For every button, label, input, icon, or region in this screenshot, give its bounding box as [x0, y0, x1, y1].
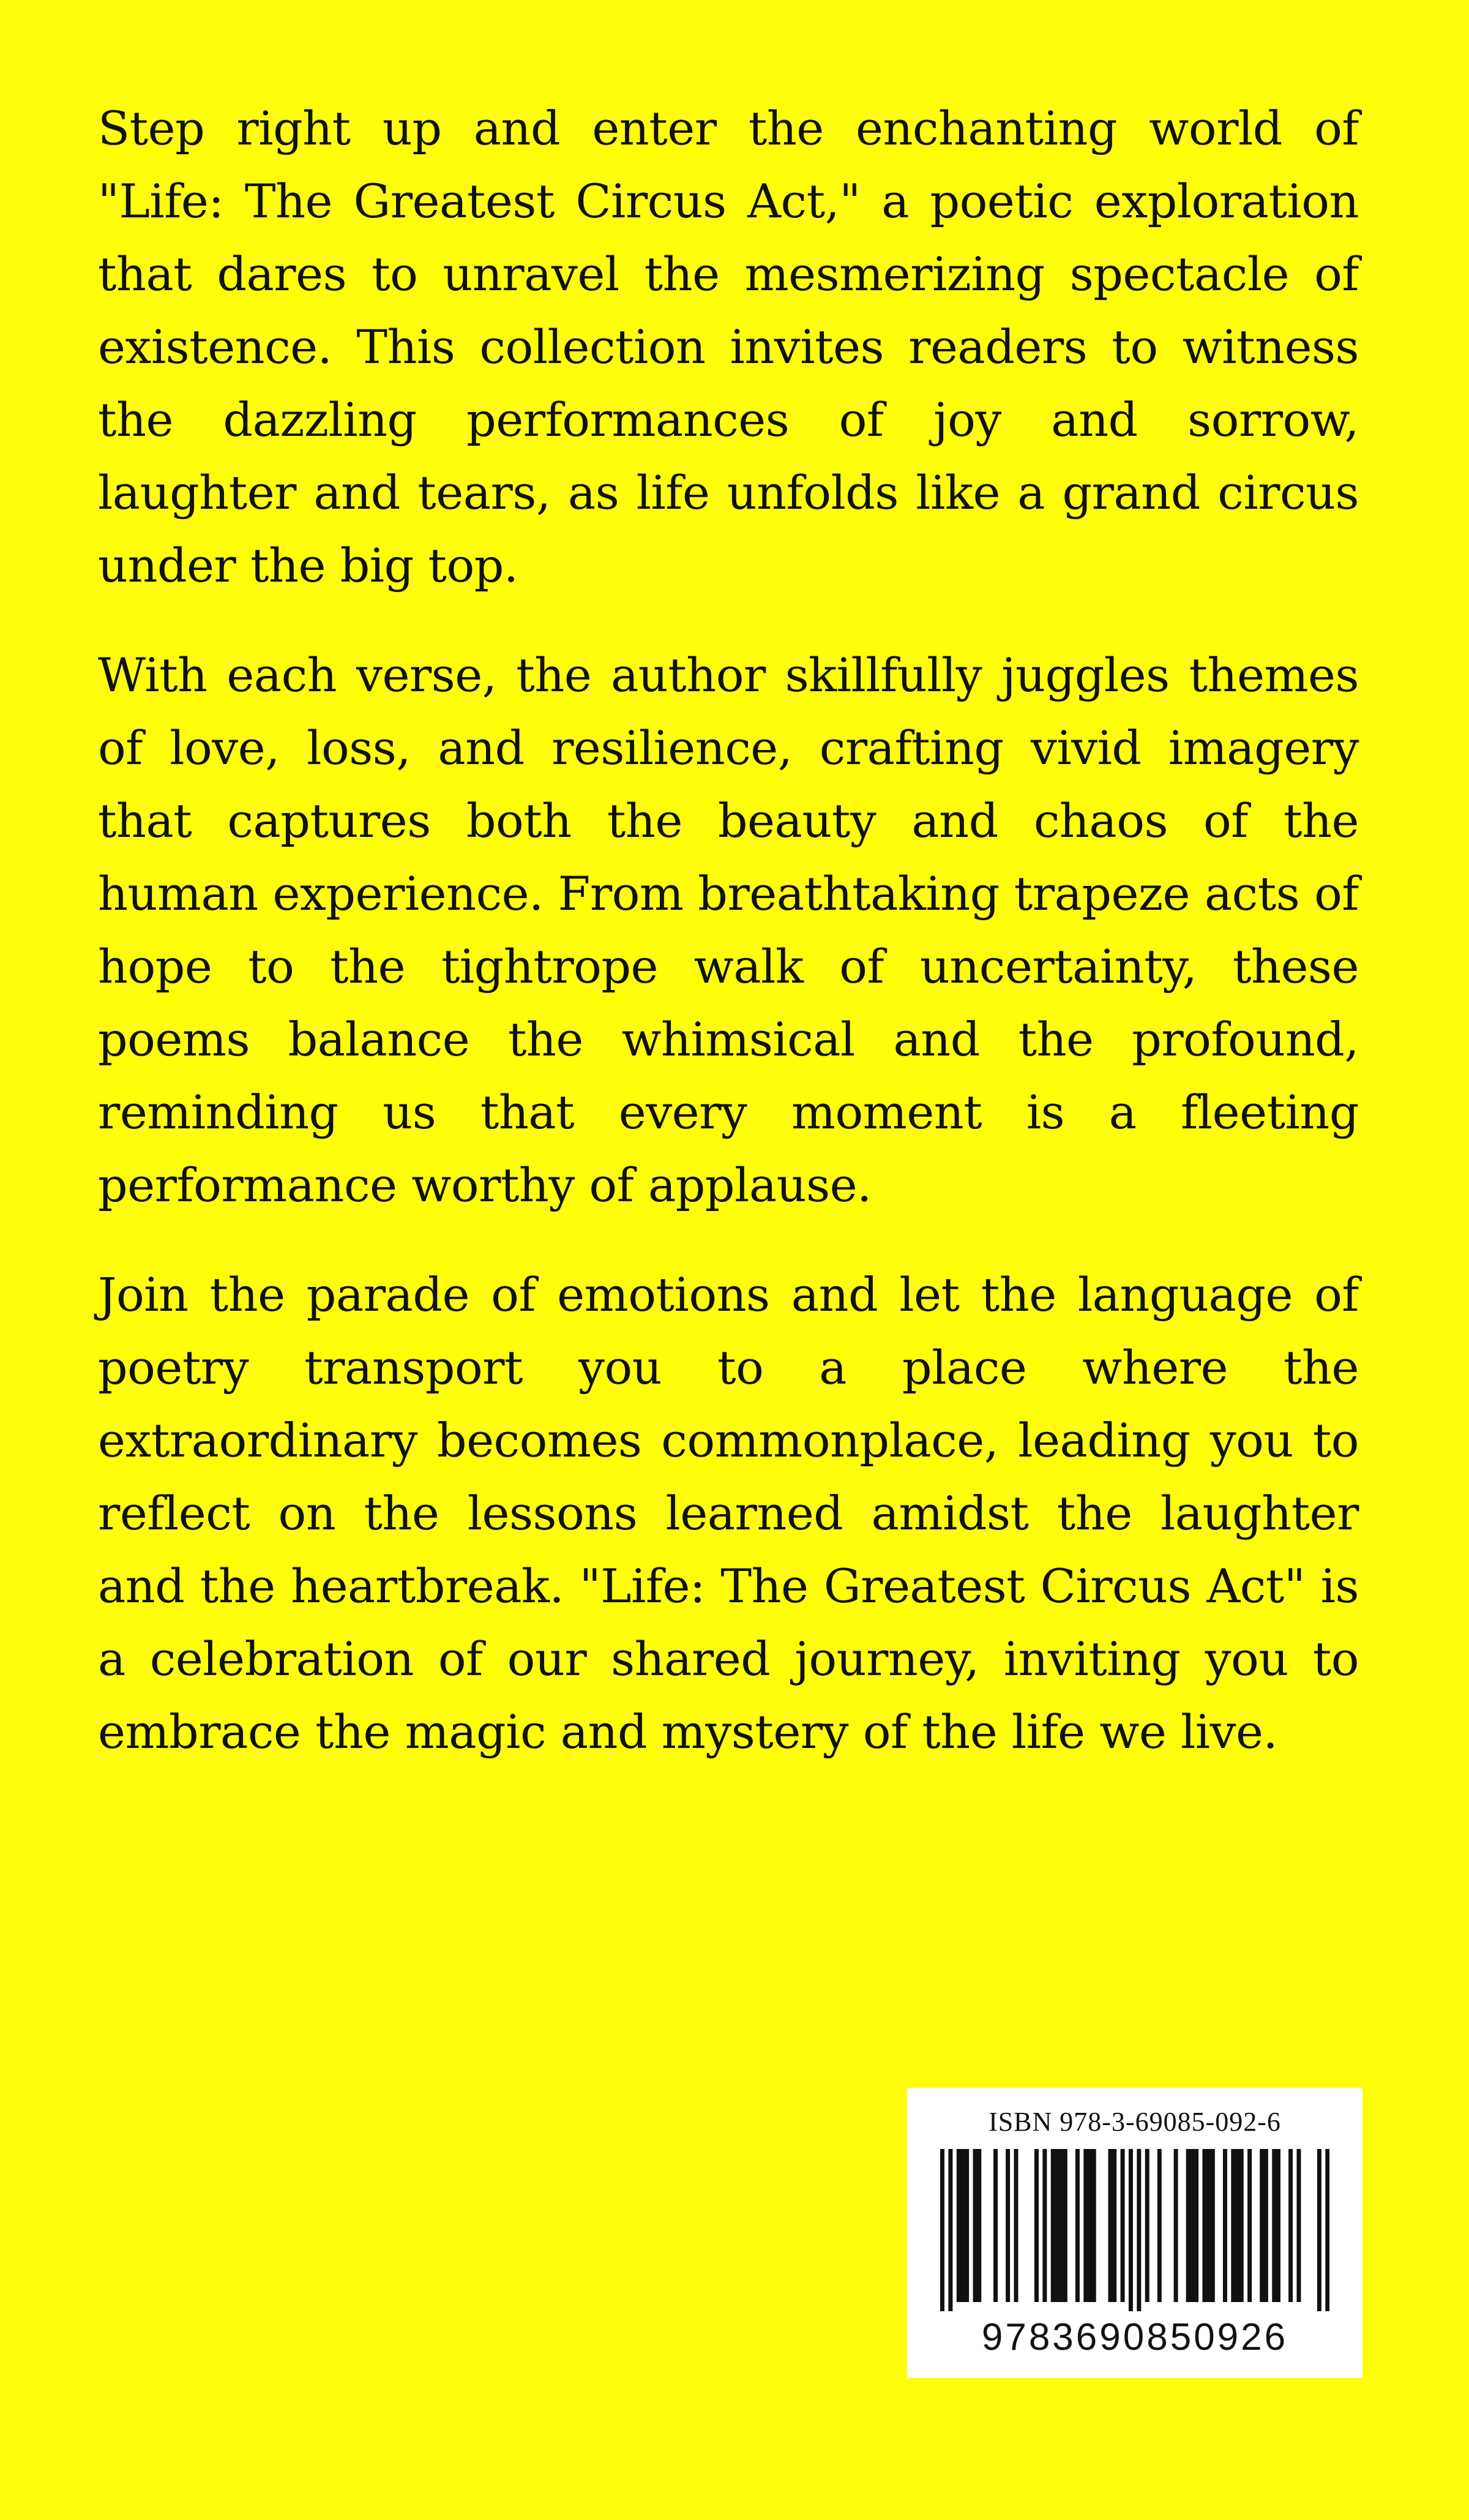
barcode-bar — [1194, 2149, 1198, 2302]
barcode-bar — [1260, 2149, 1264, 2302]
barcode-bar — [1129, 2149, 1133, 2311]
barcode-bar — [1108, 2149, 1112, 2302]
barcode-bar — [1239, 2149, 1244, 2302]
barcode-bar — [1276, 2149, 1280, 2302]
barcode-bar — [1075, 2149, 1080, 2302]
barcode-bar — [1137, 2149, 1141, 2311]
barcode-bar — [1157, 2149, 1162, 2302]
barcode-bar — [1264, 2149, 1268, 2302]
isbn-digits: 9783690850926 — [981, 2316, 1288, 2358]
barcode-bar — [940, 2149, 944, 2311]
barcode-bar — [1202, 2149, 1206, 2302]
barcode-bar — [1206, 2149, 1211, 2302]
barcode-bar — [1231, 2149, 1235, 2302]
blurb-paragraph-1: Step right up and enter the enchanting world of "Life: The Greatest Circus Act," a poetic exploration that dares to unravel the mesmerizing spectacle of existence. This collection invites readers to witness the dazzling performances of joy and sorrow, laughter and tears, as life unfolds like a grand circus under the big top. — [98, 101, 1359, 593]
barcode-bar — [1051, 2149, 1055, 2302]
isbn-barcode-box — [907, 2088, 1362, 2378]
isbn-label: ISBN 978-3-69085-092-6 — [989, 2107, 1281, 2137]
barcode-bar — [1223, 2149, 1227, 2302]
barcode-bar — [1235, 2149, 1239, 2302]
barcode-bar — [960, 2149, 965, 2302]
barcode-bar — [1083, 2149, 1088, 2302]
barcode-bar — [1317, 2149, 1321, 2311]
blurb-paragraph-2: With each verse, the author skillfully juggles themes of love, loss, and resilience, crafting vivid imagery that captures both the beauty and chaos of the human experience. From breathtaking trapeze acts of hope to the tightrope walk of uncertainty, these poems balance the whimsical and the profound, reminding us that every moment is a fleeting performance worthy of applause. — [98, 648, 1359, 1212]
barcode-bar — [1088, 2149, 1092, 2302]
barcode-bar — [965, 2149, 969, 2302]
barcode-bar — [1042, 2149, 1047, 2302]
barcode-bar — [1288, 2149, 1293, 2302]
barcode-bar — [1190, 2149, 1194, 2302]
barcode-bar — [1186, 2149, 1191, 2302]
barcode-bar — [1296, 2149, 1301, 2302]
blurb-paragraph-3: Join the parade of emotions and let the language of poetry transport you to a place where the extraordinary becomes commonplace, leading you to reflect on the lessons learned amidst the laughter and the heartbreak. "Life: The Greatest Circus Act" is a celebration of our shared journey, inviting you to embrace the magic and mystery of the life we live. — [98, 1267, 1359, 1759]
barcode-bar — [1247, 2149, 1252, 2302]
barcode-bar — [1272, 2149, 1276, 2302]
barcode-bar — [993, 2149, 998, 2302]
blurb-text — [98, 92, 1359, 1805]
barcode-bar — [1014, 2149, 1019, 2302]
barcode-bar — [957, 2149, 961, 2302]
barcode — [940, 2149, 1329, 2311]
barcode-bar — [1112, 2149, 1116, 2302]
barcode-bar — [1006, 2149, 1010, 2302]
barcode-bar — [1325, 2149, 1329, 2311]
barcode-bar — [977, 2149, 981, 2302]
barcode-bar — [948, 2149, 952, 2311]
barcode-bar — [1034, 2149, 1039, 2302]
barcode-bar — [1145, 2149, 1149, 2302]
barcode-bar — [1063, 2149, 1067, 2302]
barcode-bar — [1174, 2149, 1178, 2302]
barcode-bar — [973, 2149, 977, 2302]
barcode-bar — [1055, 2149, 1059, 2302]
barcode-bar — [1121, 2149, 1125, 2302]
barcode-bar — [1211, 2149, 1215, 2302]
barcode-bar — [1059, 2149, 1063, 2302]
barcode-bar — [1092, 2149, 1096, 2302]
